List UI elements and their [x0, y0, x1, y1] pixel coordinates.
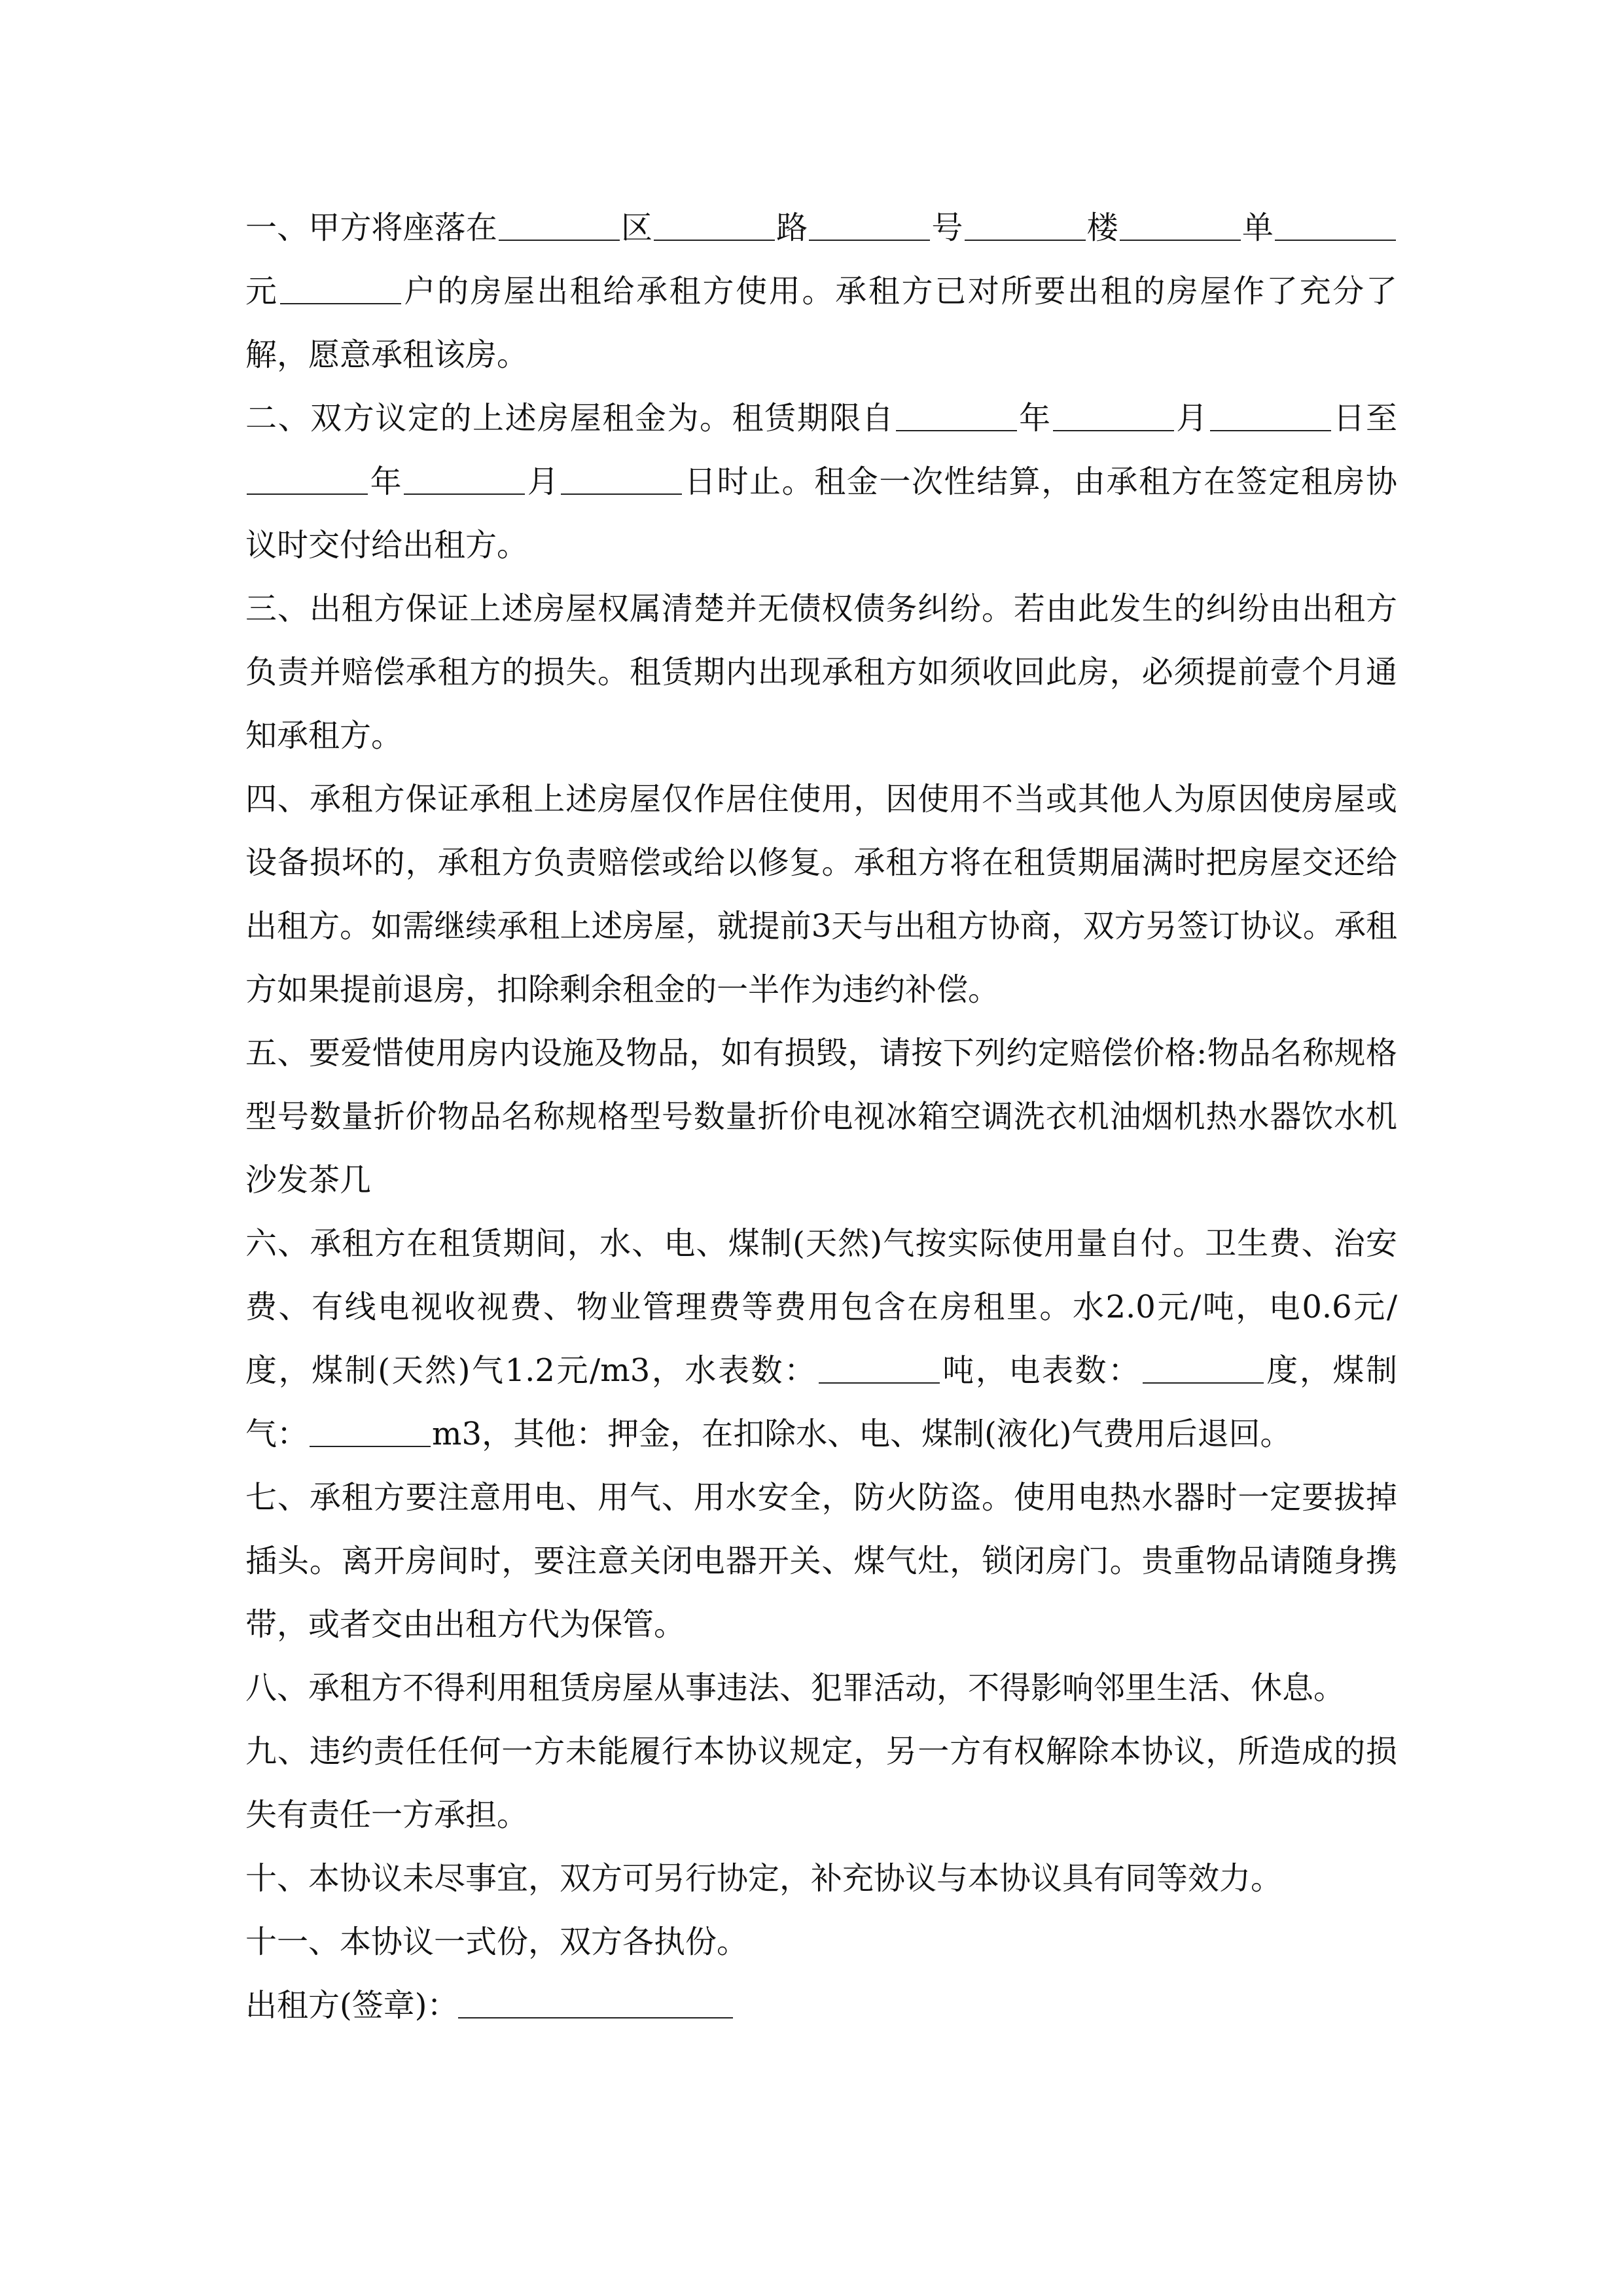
end-month-blank — [404, 462, 525, 495]
start-month-blank — [1053, 399, 1174, 431]
clause-10: 十、本协议未尽事宜，双方可另行协定，补充协议与本协议具有同等效力。 — [245, 1860, 1283, 1897]
road-blank — [654, 208, 775, 241]
number-blank — [809, 208, 930, 241]
clause-9: 九、违约责任任何一方未能履行本协议规定，另一方有权解除本协议，所造成的损失有责任一方承担。 — [245, 1733, 1397, 1833]
clause-2: 二、双方议定的上述房屋租金为。租赁期限自 年 月 日至年 月 日时止。租金一次性结算，由承租方在签定租房协议时交付给出租方。 — [245, 400, 1397, 564]
clause-8: 八、承租方不得利用租赁房屋从事违法、犯罪活动，不得影响邻里生活、休息。 — [245, 1670, 1346, 1706]
clause-4: 四、承租方保证承租上述房屋仅作居住使用，因使用不当或其他人为原因使房屋或设备损坏的，承租方负责赔偿或给以修复。承租方将在租赁期届满时把房屋交还给出租方。如需继续承租上述房屋，就提前3天与出租方协商，双方另签订协议。承租方如果提前退房，扣除剩余租金的一半作为违约补偿。 — [245, 781, 1397, 1008]
start-year-blank — [896, 399, 1017, 431]
electric-meter-blank — [1143, 1351, 1264, 1384]
lessor-signature-label: 出租方(签章)： — [245, 1987, 459, 2024]
clause-1: 一、甲方将座落在 区 路 号 楼 单元 户的房屋出租给承租方使用。承租方已对所要出租的房屋作了充分了解，愿意承租该房。 — [245, 209, 1397, 373]
end-day-blank — [561, 462, 682, 495]
district-blank — [499, 208, 620, 241]
start-day-blank — [1210, 399, 1331, 431]
unit-blank — [1120, 208, 1241, 241]
clause-6: 六、承租方在租赁期间，水、电、煤制(天然)气按实际使用量自付。卫生费、治安费、有线电视收视费、物业管理费等费用包含在房租里。水2.0元/吨，电0.6元/度，煤制(天然)气1.2元/m3，水表数： 吨，电表数： 度，煤制气： m3，其他：押金，在扣除水、电、煤制(液化)气费用后退回。 — [245, 1225, 1397, 1452]
end-year-blank — [247, 462, 368, 495]
clause-3: 三、出租方保证上述房屋权属清楚并无债权债务纠纷。若由此发生的纠纷由出租方负责并赔偿承租方的损失。租赁期内出现承租方如须收回此房，必须提前壹个月通知承租方。 — [245, 590, 1397, 754]
water-meter-blank — [819, 1351, 940, 1384]
agreement-body — [245, 196, 1397, 2037]
lessor-signature-blank — [458, 1986, 733, 2018]
clause-11: 十一、本协议一式份，双方各执份。 — [245, 1924, 749, 1960]
unit-blank-2 — [1275, 208, 1396, 241]
gas-meter-blank — [310, 1414, 431, 1447]
clause-5: 五、要爱惜使用房内设施及物品，如有损毁，请按下列约定赔偿价格:物品名称规格型号数量折价物品名称规格型号数量折价电视冰箱空调洗衣机油烟机热水器饮水机沙发茶几 — [245, 1035, 1397, 1198]
building-blank — [965, 208, 1086, 241]
lessor-signature-line — [245, 1974, 1397, 2037]
clause-7: 七、承租方要注意用电、用气、用水安全，防火防盗。使用电热水器时一定要拔掉插头。离开房间时，要注意关闭电器开关、煤气灶，锁闭房门。贵重物品请随身携带，或者交由出租方代为保管。 — [245, 1479, 1397, 1643]
room-blank — [280, 272, 401, 304]
